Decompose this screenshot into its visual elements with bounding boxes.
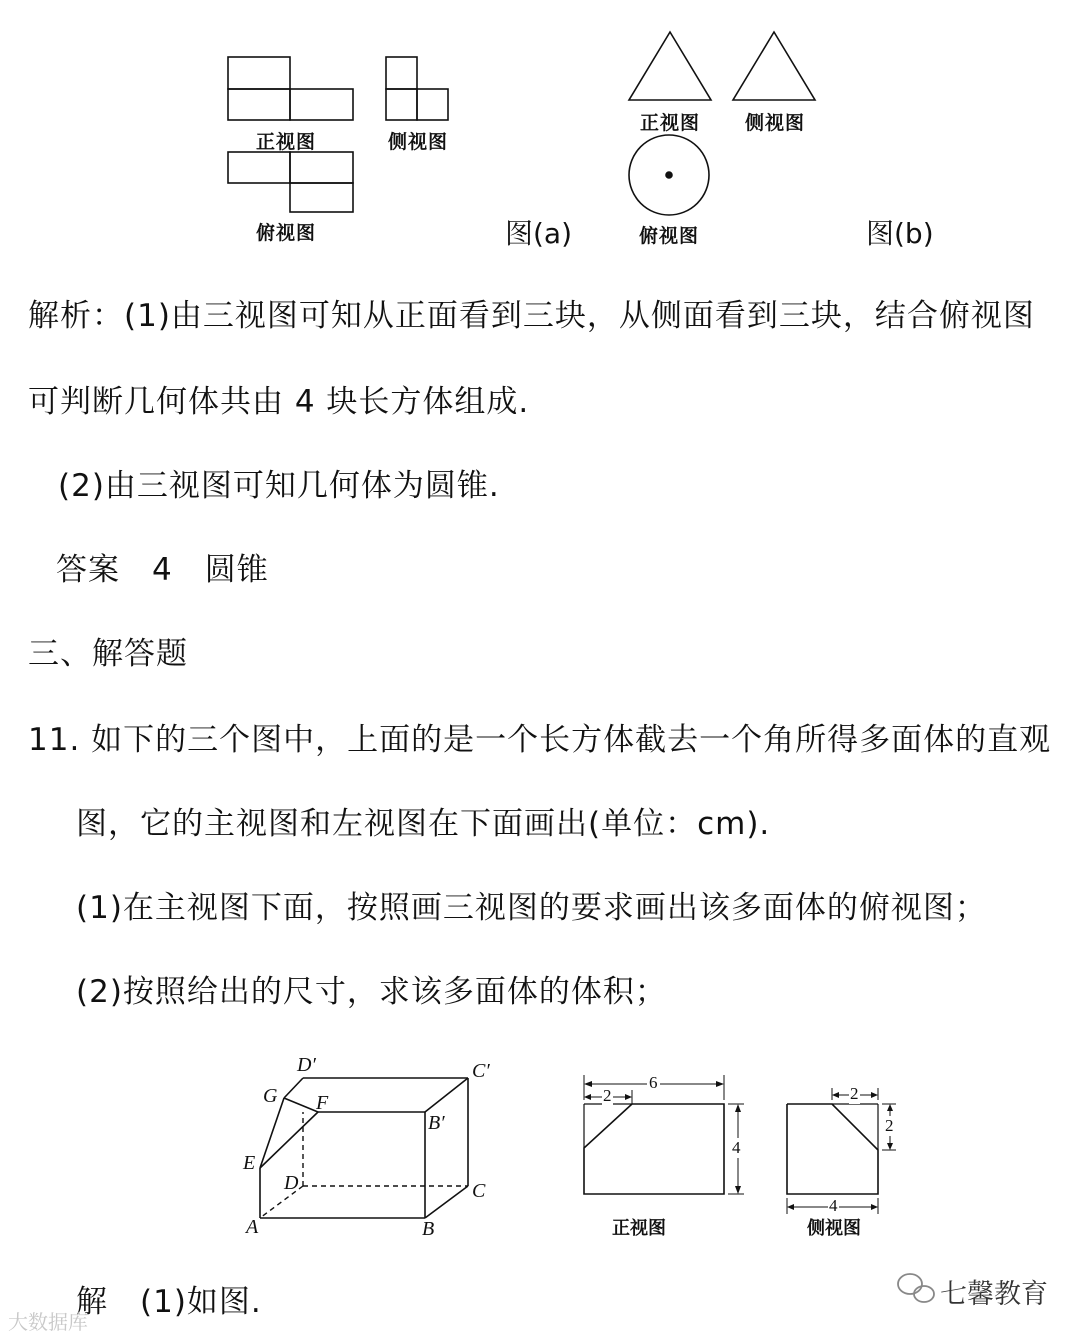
side-view-caption: 侧视图 — [807, 1218, 861, 1239]
fig-a-side-caption: 侧视图 — [388, 131, 449, 153]
fig-b-label: 图(b) — [866, 217, 934, 250]
fig-b-top-circle — [629, 135, 709, 215]
question-11-part-2: (2)按照给出的尺寸，求该多面体的体积； — [76, 974, 667, 1010]
side-view-top-dim: 2 — [850, 1084, 859, 1103]
question-11-part-1: (1)在主视图下面，按照画三视图的要求画出该多面体的俯视图； — [76, 890, 987, 926]
fig-b-top-caption: 俯视图 — [639, 225, 700, 247]
fig-a-top-caption: 俯视图 — [256, 222, 317, 244]
vertex-label-c1: C′ — [472, 1060, 490, 1082]
side-view-bottom-dim: 4 — [829, 1196, 838, 1215]
vertex-label-b1: B′ — [428, 1112, 445, 1134]
fig-b-side-triangle — [733, 32, 815, 100]
front-view-cut-dim: 2 — [603, 1086, 612, 1105]
fig-b-front-triangle — [629, 32, 711, 100]
fig-a-side-view — [386, 57, 448, 120]
solution-line: 解 (1)如图. — [76, 1284, 262, 1320]
vertex-label-f: F — [316, 1092, 329, 1114]
section-heading: 三、解答题 — [28, 636, 188, 672]
vertex-label-b: B — [422, 1218, 435, 1240]
solid-edges — [260, 1078, 468, 1218]
front-view-caption: 正视图 — [612, 1218, 666, 1239]
fig-a-front-view — [228, 57, 353, 120]
vertex-label-e: E — [243, 1152, 256, 1174]
front-view-height-dim: 4 — [732, 1138, 741, 1157]
vertex-label-c: C — [472, 1180, 486, 1202]
analysis-line-2: 可判断几何体共由 4 块长方体组成. — [28, 384, 530, 420]
fig-a-label: 图(a) — [505, 217, 573, 250]
fig-b-front-caption: 正视图 — [640, 112, 701, 134]
front-view-top-dim: 6 — [649, 1073, 658, 1092]
left-watermark: 大数据库 — [8, 1310, 88, 1334]
answer-line: 答案 4 圆锥 — [56, 552, 269, 588]
question-11-line-2: 图，它的主视图和左视图在下面画出(单位：cm). — [76, 806, 771, 842]
vertex-label-g: G — [263, 1085, 278, 1107]
analysis-line-1: 解析：(1)由三视图可知从正面看到三块，从侧面看到三块，结合俯视图 — [28, 298, 1035, 334]
question-11-line-1: 11. 如下的三个图中，上面的是一个长方体截去一个角所得多面体的直观 — [28, 722, 1052, 758]
vertex-label-a: A — [246, 1216, 259, 1238]
analysis-part-2: (2)由三视图可知几何体为圆锥. — [58, 468, 500, 504]
fig-a-front-caption: 正视图 — [256, 131, 317, 153]
side-view-right-dim: 2 — [885, 1116, 894, 1135]
vertex-label-d1: D′ — [297, 1054, 316, 1076]
fig-b-side-caption: 侧视图 — [745, 112, 806, 134]
wechat-icon — [898, 1274, 934, 1302]
brand-watermark: 七馨教育 — [940, 1279, 1048, 1310]
side-view-drawing — [787, 1088, 896, 1214]
vertex-label-d: D — [284, 1172, 299, 1194]
